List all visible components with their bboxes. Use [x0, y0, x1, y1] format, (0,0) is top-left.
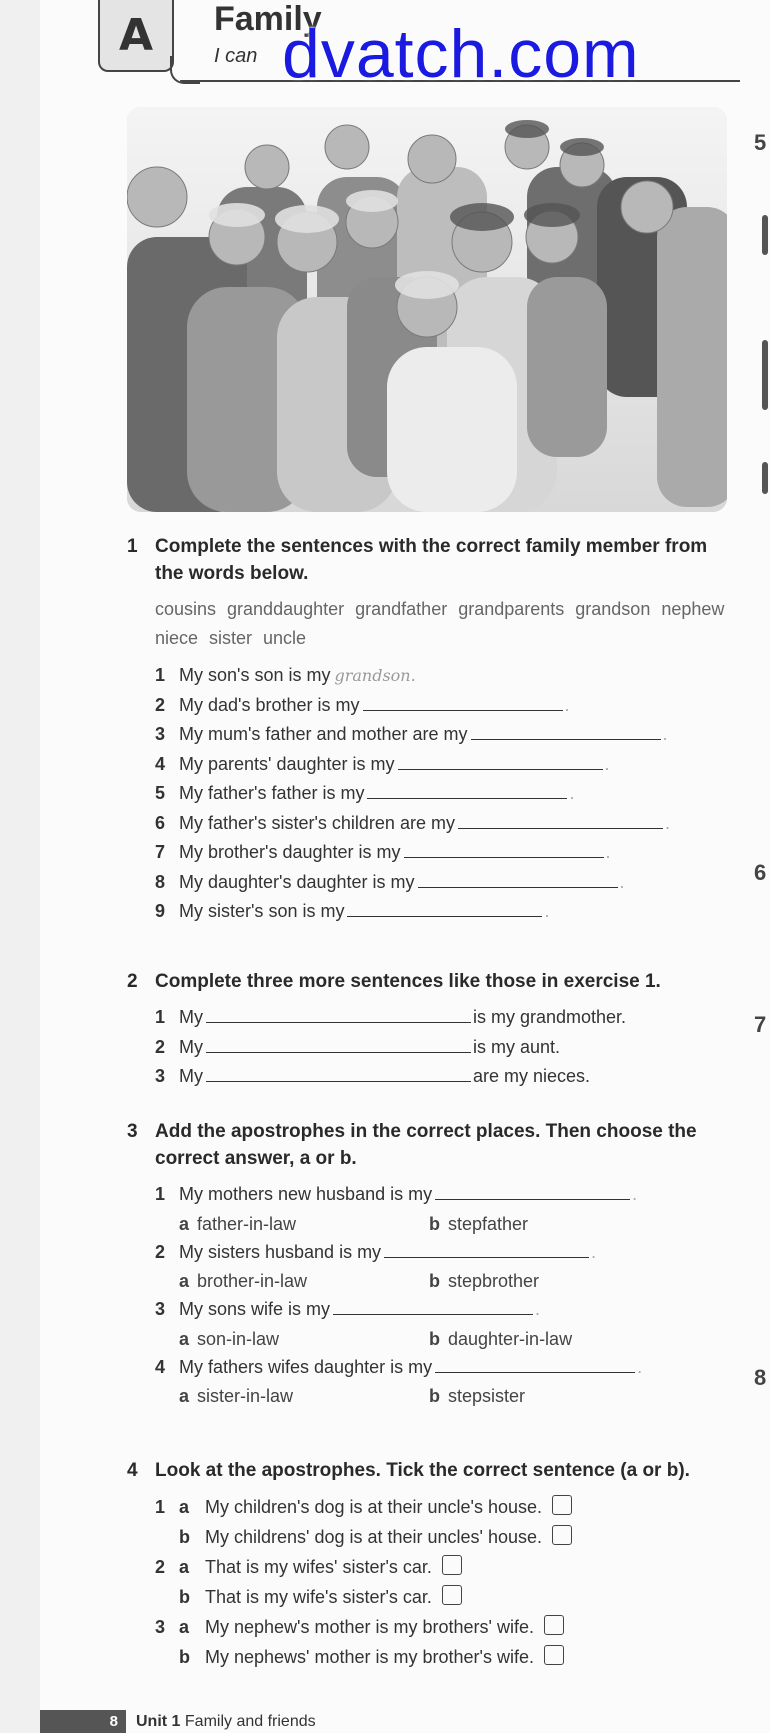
list-item: 1 My is my grandmother.	[155, 1007, 627, 1027]
exercise-2-items	[155, 1003, 727, 1092]
tick-box[interactable]	[442, 1585, 462, 1605]
list-item: 2 My dad's brother is my .	[155, 694, 570, 715]
margin-bar	[762, 215, 768, 255]
exercise-number: 4	[127, 1460, 138, 1481]
answer-blank[interactable]	[458, 827, 663, 829]
list-item: 4 My fathers wifes daughter is my .	[155, 1356, 643, 1377]
list-item: b That is my wife's sister's car.	[155, 1582, 727, 1612]
answer-blank[interactable]	[471, 738, 661, 740]
option-b[interactable]: b stepbrother	[429, 1271, 540, 1291]
answer-blank[interactable]	[418, 886, 618, 888]
list-item: 2 a That is my wifes' sister's car.	[155, 1552, 727, 1582]
footer-unit: Unit 1 Family and friends	[136, 1712, 316, 1730]
list-item: 1 My mothers new husband is my .	[155, 1184, 638, 1204]
margin-bar	[762, 340, 768, 410]
exercise-2	[127, 968, 727, 1092]
exercise-1-items	[155, 661, 727, 927]
tick-box[interactable]	[552, 1525, 572, 1545]
option-a[interactable]: a sister-in-law	[179, 1386, 294, 1406]
margin-number: 5	[754, 130, 767, 155]
exercise-3	[127, 1118, 727, 1410]
exercise-4-heading	[127, 1457, 727, 1484]
exercise-1-heading	[127, 533, 727, 587]
list-item: 2 My sisters husband is my .	[155, 1241, 597, 1262]
answer-options	[179, 1267, 727, 1295]
tick-box[interactable]	[552, 1495, 572, 1515]
list-item: 3 My are my nieces.	[155, 1066, 591, 1086]
exercise-instruction: Add the apostrophes in the correct places. Then choose the correct answer, a or b.	[155, 1121, 697, 1169]
list-item: b My nephews' mother is my brother's wife.	[155, 1642, 727, 1672]
exercise-1	[127, 533, 727, 927]
answer-blank[interactable]	[363, 709, 563, 711]
margin-number: 6	[754, 860, 767, 885]
exercise-4	[127, 1457, 727, 1672]
page-footer	[40, 1710, 316, 1733]
example-answer: grandson.	[334, 666, 416, 685]
family-photo	[127, 107, 727, 512]
answer-blank[interactable]	[404, 856, 604, 858]
exercise-instruction: Look at the apostrophes. Tick the correct sentence (a or b).	[155, 1460, 690, 1481]
answer-blank[interactable]	[206, 1080, 471, 1082]
answer-options	[179, 1210, 727, 1238]
family-photo-illustration	[127, 107, 727, 512]
answer-blank[interactable]	[367, 797, 567, 799]
answer-blank[interactable]	[398, 768, 603, 770]
list-item: 5 My father's father is my .	[155, 783, 575, 803]
answer-blank[interactable]	[333, 1313, 533, 1315]
list-item: 3 My sons wife is my .	[155, 1299, 541, 1319]
margin-number: 7	[754, 1012, 767, 1037]
page-subtitle: I can	[214, 45, 258, 67]
answer-blank[interactable]	[384, 1256, 589, 1258]
list-item: 3 My mum's father and mother are my .	[155, 724, 668, 744]
list-item: 3 a My nephew's mother is my brothers' wife.	[155, 1612, 727, 1642]
watermark: dvatch.com	[282, 16, 640, 92]
list-item: b My childrens' dog is at their uncles' house.	[155, 1522, 727, 1552]
unit-letter: A	[118, 9, 154, 61]
tick-box[interactable]	[442, 1555, 462, 1575]
unit-letter-box	[98, 0, 174, 72]
list-item: 7 My brother's daughter is my .	[155, 842, 611, 862]
margin-bar	[762, 462, 768, 494]
answer-options	[179, 1382, 727, 1410]
answer-blank[interactable]	[347, 915, 542, 917]
list-item: 9 My sister's son is my .	[155, 901, 550, 921]
answer-options	[179, 1325, 727, 1353]
exercise-number: 3	[127, 1121, 138, 1142]
answer-blank[interactable]	[206, 1051, 471, 1053]
margin-number: 8	[754, 1365, 767, 1390]
list-item: 6 My father's sister's children are my .	[155, 812, 670, 833]
exercise-2-heading	[127, 968, 727, 995]
list-item: 8 My daughter's daughter is my .	[155, 871, 625, 892]
tick-box[interactable]	[544, 1615, 564, 1635]
exercise-3-heading	[127, 1118, 727, 1172]
option-a[interactable]: a father-in-law	[179, 1213, 297, 1234]
list-item: 1 a My children's dog is at their uncle's house.	[155, 1492, 727, 1522]
option-a[interactable]: a brother-in-law	[179, 1271, 308, 1291]
word-box: cousins granddaughter grandfather grandparents grandson nephew niece sister uncle	[155, 599, 725, 648]
option-b[interactable]: b stepsister	[429, 1386, 526, 1406]
list-item: 1 My son's son is my grandson.	[155, 661, 727, 691]
exercise-instruction: Complete the sentences with the correct family member from the words below.	[155, 536, 708, 584]
option-b[interactable]: b stepfather	[429, 1213, 529, 1234]
exercise-3-items	[155, 1180, 727, 1410]
page-number: 8	[40, 1710, 126, 1733]
exercise-4-items	[155, 1492, 727, 1672]
answer-blank[interactable]	[435, 1198, 630, 1200]
list-item: 4 My parents' daughter is my .	[155, 753, 610, 774]
exercise-number: 2	[127, 971, 138, 992]
answer-blank[interactable]	[435, 1371, 635, 1373]
list-item: 2 My is my aunt.	[155, 1036, 561, 1057]
exercise-number: 1	[127, 536, 138, 557]
answer-blank[interactable]	[206, 1021, 471, 1023]
option-a[interactable]: a son-in-law	[179, 1328, 280, 1349]
tick-box[interactable]	[544, 1645, 564, 1665]
exercise-instruction: Complete three more sentences like those in exercise 1.	[155, 971, 661, 992]
page-title: Family	[214, 0, 322, 38]
option-b[interactable]: b daughter-in-law	[429, 1328, 573, 1349]
